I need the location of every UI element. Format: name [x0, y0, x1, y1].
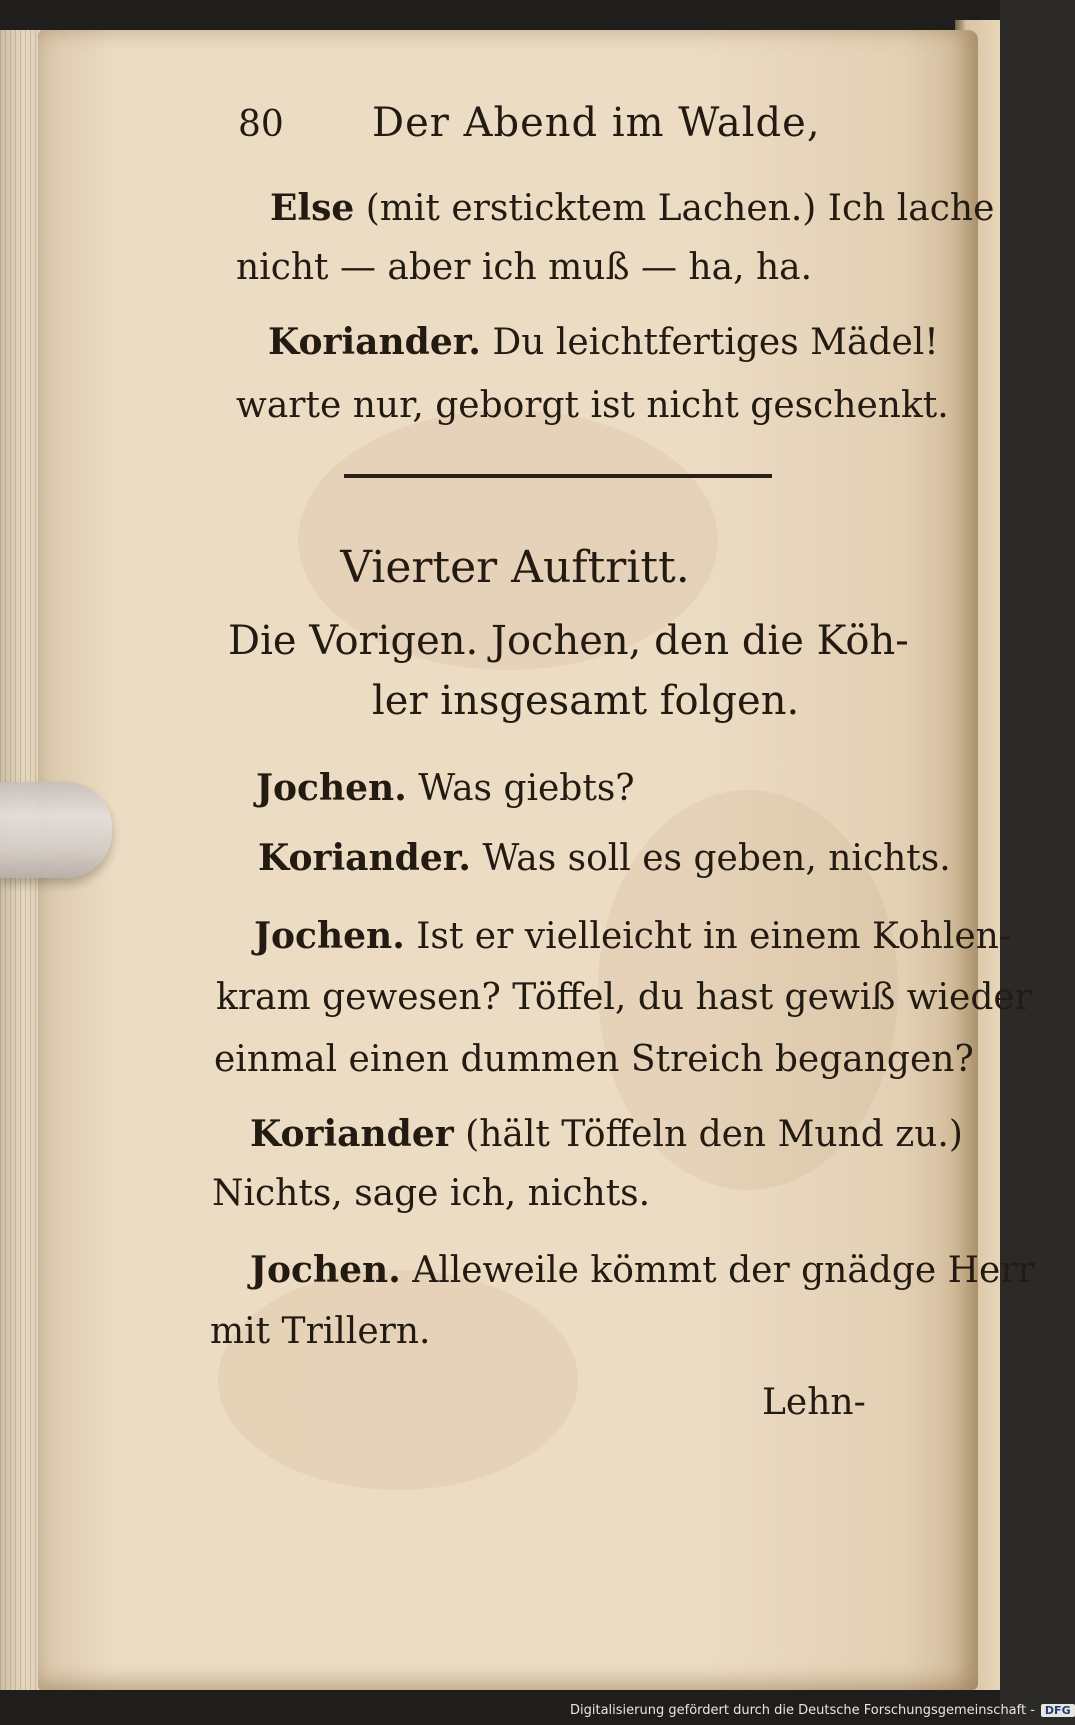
line-text: Ist er vielleicht in einem Kohlen-: [404, 916, 1012, 957]
speaker-name: Else: [270, 187, 355, 229]
dialogue-line: [210, 1310, 430, 1354]
speaker-name: Koriander: [250, 1113, 454, 1155]
line-text: (hält Töffeln den Mund zu.): [453, 1114, 963, 1155]
text-line: [236, 246, 812, 290]
page-number: 80: [238, 104, 284, 145]
credit-text: Digitalisierung gefördert durch die Deutsche Forschungsgemeinschaft -: [570, 1703, 1035, 1718]
persons-line-1: Die Vorigen. Jochen, den die Köh-: [228, 618, 909, 664]
dialogue-line: [256, 766, 635, 811]
speaker-name: Jochen.: [250, 1249, 401, 1291]
line-text: nicht — aber ich muß — ha, ha.: [236, 247, 813, 288]
speaker-name: Koriander.: [258, 837, 471, 879]
catchword: Lehn-: [762, 1382, 866, 1423]
line-text: Alleweile kömmt der gnädge Herr: [400, 1250, 1035, 1291]
line-text: Nichts, sage ich, nichts.: [212, 1173, 651, 1214]
dialogue-line: [212, 1172, 650, 1216]
digitization-credit: [570, 1703, 1075, 1718]
text-line: [236, 384, 949, 428]
dialogue-line: [250, 1112, 963, 1157]
text-line: [270, 186, 994, 231]
scene-heading: Vierter Auftritt.: [340, 542, 690, 593]
dialogue-line: [254, 914, 1011, 959]
line-text: Was soll es geben, nichts.: [470, 838, 951, 879]
speaker-name: Koriander.: [268, 321, 481, 363]
section-divider: [344, 474, 772, 478]
thumb-holding-page: [0, 782, 112, 878]
line-text: Was giebts?: [406, 768, 635, 809]
speaker-name: Jochen.: [254, 915, 405, 957]
running-title: Der Abend im Walde,: [372, 100, 821, 146]
speaker-name: Jochen.: [256, 767, 407, 809]
line-text: warte nur, geborgt ist nicht geschenkt.: [236, 385, 949, 426]
line-text: kram gewesen? Töffel, du hast gewiß wieder: [216, 977, 1032, 1018]
dfg-logo: DFG: [1041, 1704, 1075, 1717]
line-text: einmal einen dummen Streich begangen?: [214, 1039, 974, 1080]
dialogue-line: [250, 1248, 1035, 1293]
dialogue-line: [214, 1038, 974, 1082]
line-text: (mit ersticktem Lachen.) Ich lache: [354, 188, 995, 229]
line-text: Du leichtfertiges Mädel!: [480, 322, 939, 363]
line-text: mit Trillern.: [210, 1311, 431, 1352]
dialogue-line: [216, 976, 1032, 1020]
text-line: [268, 320, 939, 365]
persons-line-2: ler insgesamt folgen.: [372, 678, 800, 724]
dialogue-line: [258, 836, 951, 881]
